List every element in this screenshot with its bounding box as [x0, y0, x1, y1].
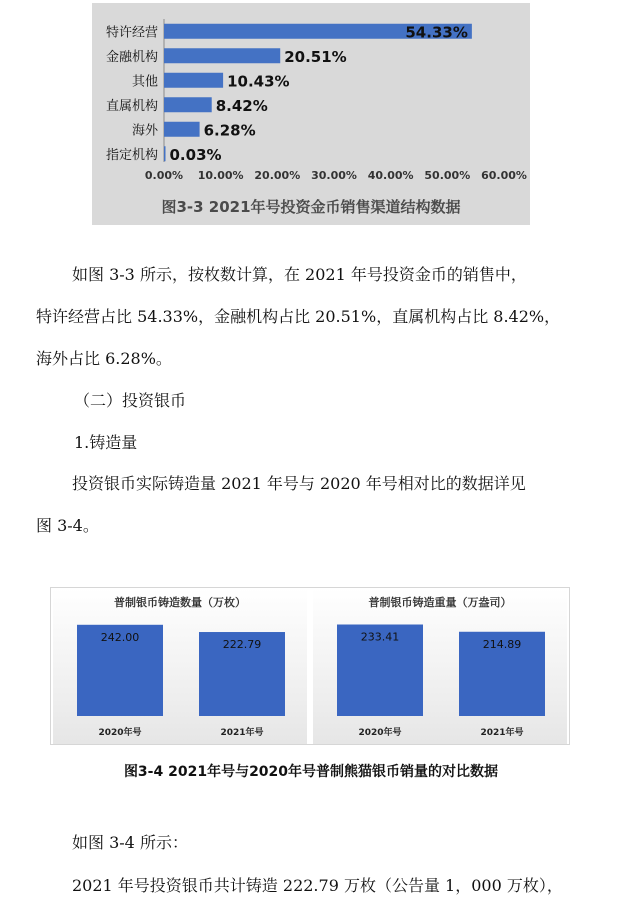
- value-label: 54.33%: [405, 23, 468, 42]
- x-tick-label: 10.00%: [197, 169, 244, 182]
- value-label: 20.51%: [284, 47, 347, 66]
- column-value-label: 233.41: [360, 630, 400, 644]
- bar: [164, 73, 223, 88]
- value-label: 10.43%: [227, 72, 290, 91]
- x-tick-label: 20.00%: [254, 169, 301, 182]
- figure-3-3-chart: [92, 3, 530, 225]
- column-value-label: 242.00: [100, 630, 140, 644]
- quantity-chart-panel: [53, 588, 307, 744]
- x-tick-label: 60.00%: [481, 169, 527, 182]
- x-tick-label: 30.00%: [311, 169, 357, 182]
- figure-3-4-charts: [50, 587, 570, 745]
- column-value-label: 214.89: [482, 637, 522, 651]
- category-label: 金融机构: [105, 49, 158, 65]
- channel-structure-bar-chart: [92, 3, 530, 225]
- quantity-bar-chart: [53, 588, 307, 744]
- paragraph-3: 如图 3-4 所示：: [72, 833, 188, 852]
- section-heading: （二）投资银币: [74, 391, 187, 410]
- paragraph-4: 2021 年号投资银币共计铸造 222.79 万枚（公告量 1，000 万枚），: [72, 876, 563, 895]
- quantity-chart-title: 普制银币铸造数量（万枚）: [114, 596, 246, 609]
- paragraph-1-line-1: 如图 3-3 所示，按枚数计算，在 2021 年号投资金币的销售中，: [72, 265, 527, 284]
- category-label: 海外: [131, 123, 158, 139]
- value-label: 8.42%: [215, 96, 268, 115]
- bar: [164, 97, 212, 112]
- paragraph-2-line-1: 投资银币实际铸造量 2021 年号与 2020 年号相对比的数据详见: [72, 474, 526, 493]
- bar: [164, 48, 280, 63]
- subsection-heading: 1.铸造量: [74, 433, 138, 452]
- x-tick-label: 50.00%: [424, 169, 471, 182]
- figure-3-3-caption: 图3-3 2021年号投资金币销售渠道结构数据: [161, 198, 461, 216]
- column-category-label: 2020年号: [358, 728, 402, 738]
- column-category-label: 2020年号: [98, 728, 142, 738]
- weight-bar-chart: [313, 588, 567, 744]
- paragraph-1-line-3: 海外占比 6.28%。: [36, 349, 172, 368]
- value-label: 6.28%: [203, 121, 256, 140]
- category-label: 其他: [131, 74, 158, 90]
- x-tick-label: 40.00%: [367, 169, 414, 182]
- paragraph-1-line-2: 特许经营占比 54.33%，金融机构占比 20.51%，直属机构占比 8.42%，: [36, 307, 561, 326]
- column-category-label: 2021年号: [480, 728, 524, 738]
- category-label: 特许经营: [105, 25, 158, 41]
- weight-chart-title: 普制银币铸造重量（万盎司）: [368, 596, 512, 609]
- value-label: 0.03%: [169, 145, 222, 164]
- weight-chart-panel: [313, 588, 567, 744]
- x-tick-label: 0.00%: [144, 169, 184, 182]
- column-value-label: 222.79: [222, 638, 262, 652]
- category-label: 直属机构: [105, 98, 158, 114]
- paragraph-2-line-2: 图 3-4。: [36, 516, 99, 535]
- category-label: 指定机构: [105, 147, 158, 163]
- bar: [164, 146, 166, 161]
- column-category-label: 2021年号: [220, 728, 264, 738]
- bar: [164, 122, 200, 137]
- figure-3-4-caption: 图3-4 2021年号与2020年号普制熊猫银币销量的对比数据: [123, 764, 499, 780]
